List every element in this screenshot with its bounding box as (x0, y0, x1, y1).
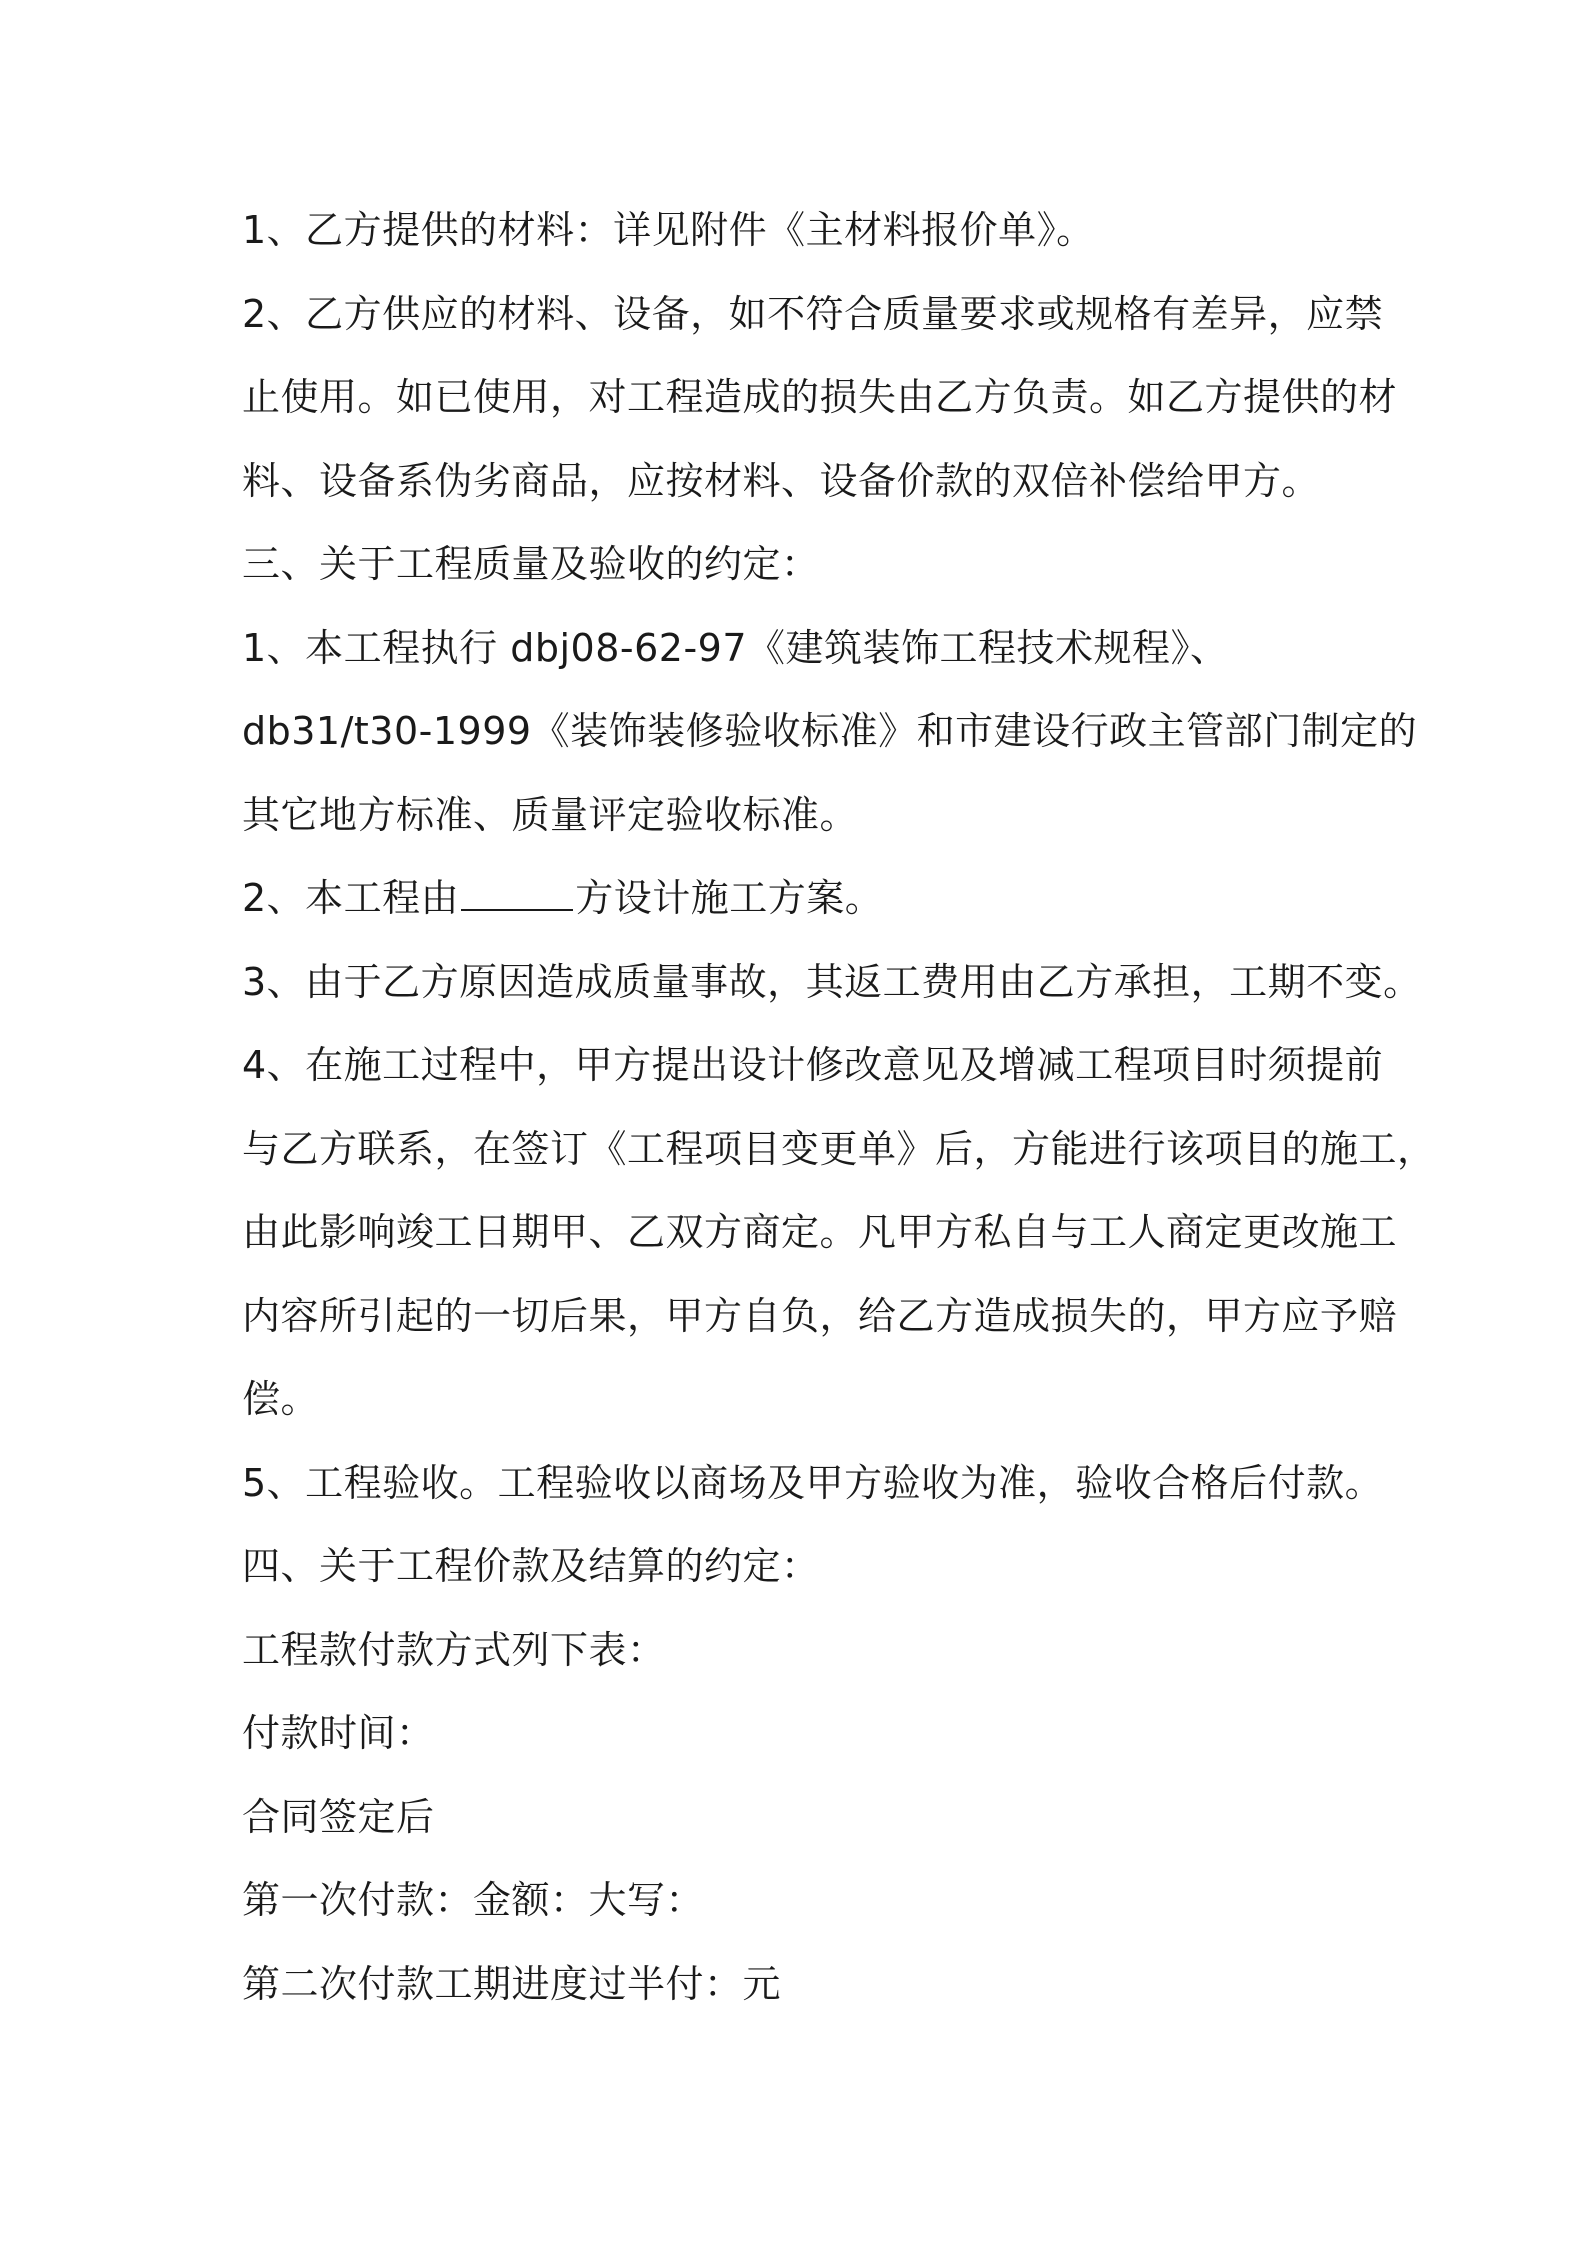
text-line: 合同签定后 (242, 1795, 435, 1839)
text-line: 工程款付款方式列下表： (242, 1628, 666, 1672)
text-line: 偿。 (242, 1377, 320, 1421)
text-fragment: 2、本工程由 (242, 876, 460, 920)
text-line: 料、设备系伪劣商品，应按材料、设备价款的双倍补偿给甲方。 (242, 459, 1321, 503)
text-line: 与乙方联系，在签订《工程项目变更单》后，方能进行该项目的施工， (242, 1127, 1436, 1171)
text-line: 1、乙方提供的材料：详见附件《主材料报价单》。 (242, 208, 1095, 252)
text-line: 其它地方标准、质量评定验收标准。 (242, 793, 859, 837)
text-line: 由此影响竣工日期甲、乙双方商定。凡甲方私自与工人商定更改施工 (242, 1210, 1398, 1254)
section-heading: 四、关于工程价款及结算的约定： (242, 1544, 820, 1588)
text-line: 4、在施工过程中，甲方提出设计修改意见及增减工程项目时须提前 (242, 1043, 1384, 1087)
text-line (242, 874, 883, 922)
text-line: 5、工程验收。工程验收以商场及甲方验收为准，验收合格后付款。 (242, 1461, 1384, 1505)
text-line: 2、乙方供应的材料、设备，如不符合质量要求或规格有差异，应禁 (242, 292, 1384, 336)
section-heading: 三、关于工程质量及验收的约定： (242, 542, 820, 586)
text-line: db31/t30-1999《装饰装修验收标准》和市建设行政主管部门制定的 (242, 709, 1418, 753)
text-line: 3、由于乙方原因造成质量事故，其返工费用由乙方承担，工期不变。 (242, 960, 1422, 1004)
text-line: 付款时间： (242, 1711, 435, 1755)
text-line: 内容所引起的一切后果，甲方自负，给乙方造成损失的，甲方应予赔 (242, 1294, 1398, 1338)
fill-in-blank (461, 879, 573, 911)
text-line: 1、本工程执行 dbj08-62-97《建筑装饰工程技术规程》、 (242, 626, 1229, 670)
text-line: 止使用。如已使用，对工程造成的损失由乙方负责。如乙方提供的材 (242, 375, 1398, 419)
text-line: 第一次付款：金额：大写： (242, 1878, 705, 1922)
text-line: 第二次付款工期进度过半付：元 (242, 1962, 782, 2006)
text-fragment: 方设计施工方案。 (575, 876, 884, 920)
